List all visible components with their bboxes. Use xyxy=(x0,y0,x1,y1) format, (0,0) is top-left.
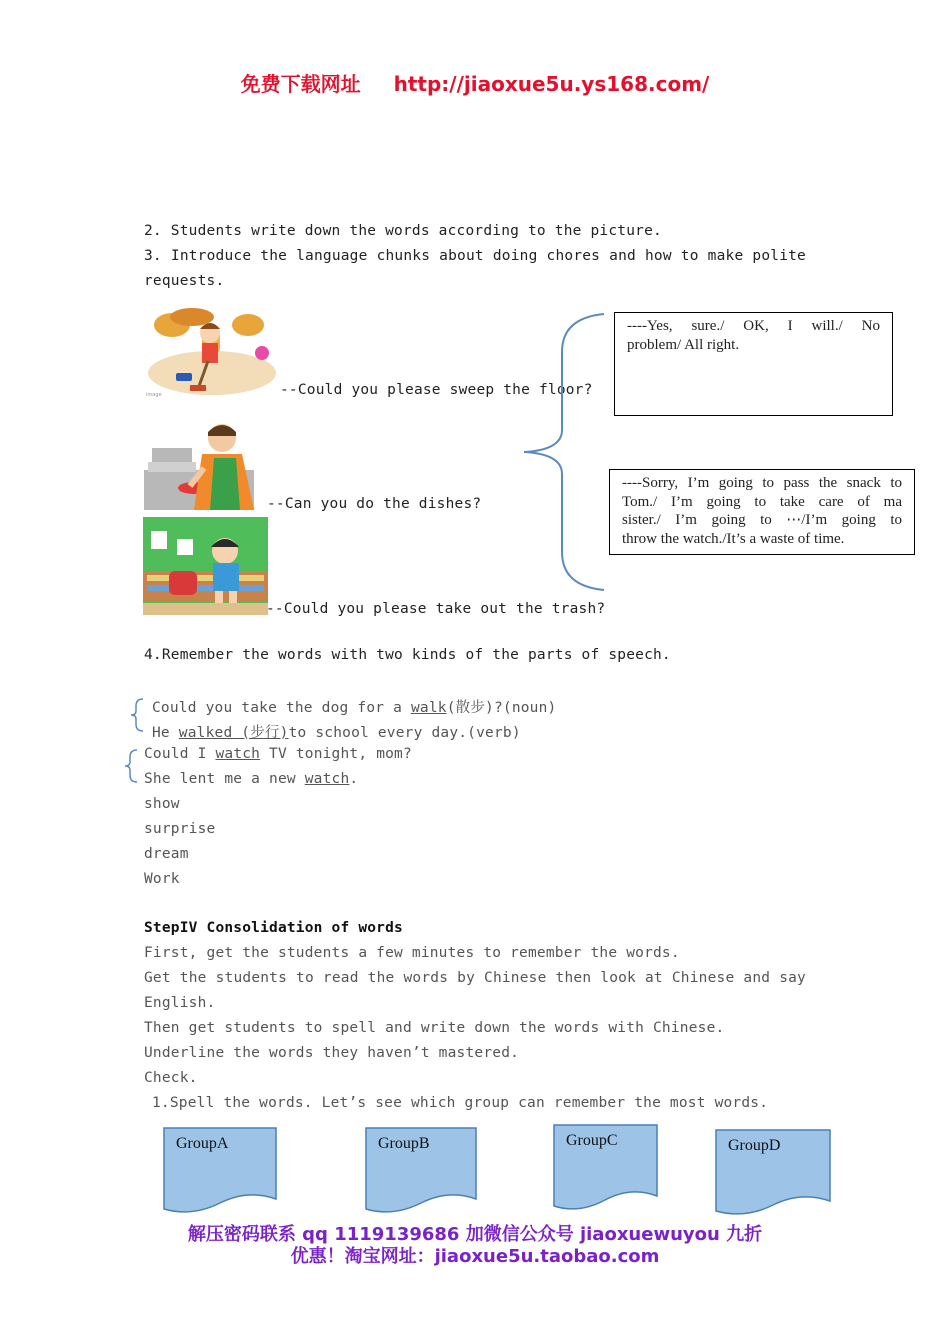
footer-line1: 解压密码联系 qq 1119139686 加微信公众号 jiaoxuewuyou 九折 xyxy=(187,1224,763,1245)
watch-noun-post: . xyxy=(349,771,359,787)
watch-noun-word: watch xyxy=(304,771,350,787)
positive-response-box xyxy=(614,312,893,416)
walk-verb-sentence xyxy=(152,721,521,742)
walk-verb-pre: He xyxy=(152,725,179,741)
negative-response-line1: ----Sorry, I’m going to pass the snack to xyxy=(622,475,902,491)
watch-brace xyxy=(124,748,140,784)
watch-verb-pre: Could I xyxy=(144,746,216,762)
group-b-label: GroupB xyxy=(378,1135,430,1152)
group-d-label: GroupD xyxy=(728,1137,781,1154)
step-3-text-line1: 3. Introduce the language chunks about doing chores and how to make polite xyxy=(144,248,806,264)
watch-verb-word: watch xyxy=(215,746,261,762)
walk-verb-word: walked (步行) xyxy=(178,725,289,741)
trash-question: --Could you please take out the trash? xyxy=(266,601,606,617)
walk-brace xyxy=(130,697,146,733)
step4-line5: Check. xyxy=(144,1070,198,1086)
negative-response-line4: throw the watch./It’s a waste of time. xyxy=(622,530,845,547)
step4-line2b: English. xyxy=(144,995,216,1011)
response-brace xyxy=(520,312,610,592)
sweep-question: --Could you please sweep the floor? xyxy=(280,382,593,398)
remember-title: 4.Remember the words with two kinds of the parts of speech. xyxy=(144,647,671,663)
word-item: surprise xyxy=(144,821,216,837)
negative-response-line3: sister./ I’m going to ⋯/I’m going to xyxy=(622,512,902,528)
take-out-trash-picture xyxy=(143,517,268,615)
step4-line2a: Get the students to read the words by Chinese then look at Chinese and say xyxy=(144,970,806,986)
group-a-label: GroupA xyxy=(176,1135,229,1152)
step4-line4: Underline the words they haven’t mastered. xyxy=(144,1045,520,1061)
sweep-floor-picture xyxy=(144,303,280,398)
dishes-question: --Can you do the dishes? xyxy=(267,496,482,512)
step-2-text: 2. Students write down the words according to the picture. xyxy=(144,223,662,239)
group-c-label: GroupC xyxy=(566,1132,618,1149)
walk-noun-pre: Could you take the dog for a xyxy=(152,700,411,716)
svg-text:image: image xyxy=(146,392,162,398)
step4-line3: Then get students to spell and write down the words with Chinese. xyxy=(144,1020,725,1036)
watch-noun-pre: She lent me a new xyxy=(144,771,305,787)
walk-noun-word: walk xyxy=(410,700,447,716)
word-item: show xyxy=(144,796,180,812)
word-item: dream xyxy=(144,846,189,862)
step4-line1: First, get the students a few minutes to remember the words. xyxy=(144,945,680,961)
step4-line6: 1.Spell the words. Let’s see which group can remember the most words. xyxy=(152,1095,769,1111)
watch-verb-sentence xyxy=(144,746,412,762)
step-3-text-line2: requests. xyxy=(144,273,225,289)
header-title: 免费下载网址 xyxy=(240,72,361,96)
negative-response-box xyxy=(609,469,915,555)
walk-noun-sentence xyxy=(152,696,556,717)
positive-response-line2: problem/ All right. xyxy=(627,336,740,353)
header-url[interactable]: http://jiaoxue5u.ys168.com/ xyxy=(393,72,710,96)
walk-noun-post: (散步)?(noun) xyxy=(446,700,557,716)
header-banner xyxy=(0,68,950,97)
watch-noun-sentence xyxy=(144,771,358,787)
walk-verb-post: to school every day.(verb) xyxy=(288,725,521,741)
do-dishes-picture xyxy=(144,418,266,510)
word-item: Work xyxy=(144,871,180,887)
positive-response-line1: ----Yes, sure./ OK, I will./ No xyxy=(627,318,880,334)
negative-response-line2: Tom./ I’m going to take care of ma xyxy=(622,493,902,510)
step4-title: StepIV Consolidation of words xyxy=(144,920,403,936)
footer-line2[interactable]: 优惠！淘宝网址：jiaoxue5u.taobao.com xyxy=(290,1246,660,1267)
watch-verb-post: TV tonight, mom? xyxy=(260,746,412,762)
